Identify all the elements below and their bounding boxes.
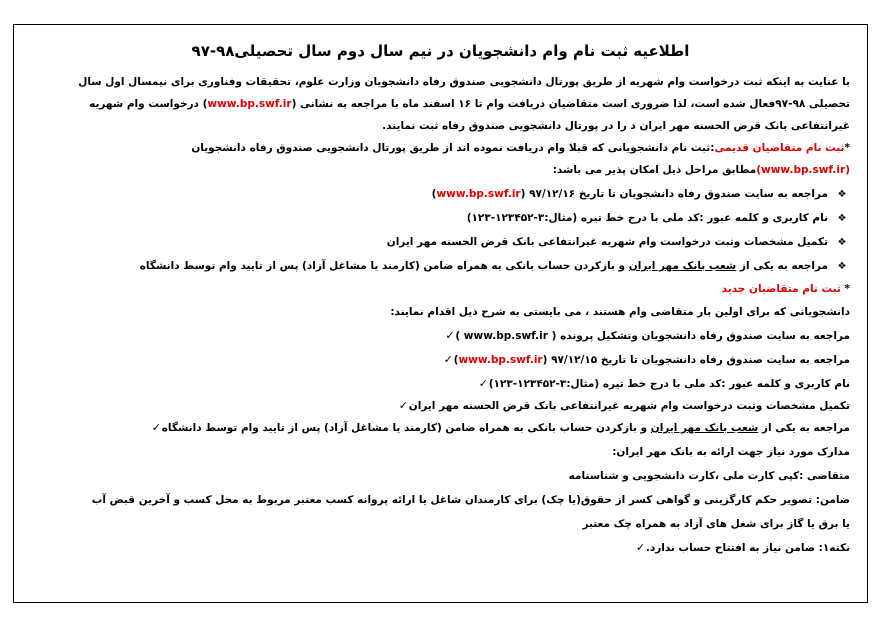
diamond-bullet-icon: ❖ — [837, 261, 847, 272]
new-section-header — [722, 282, 850, 296]
check-bullet-icon: ✓ — [635, 541, 646, 554]
docs-guarantor-line-2: یا برق یا گاز برای شغل های آزاد به همراه چک معتبر — [582, 518, 850, 530]
announcement-page — [13, 24, 868, 603]
list-item — [478, 377, 850, 391]
list-item — [398, 399, 850, 413]
intro-link[interactable]: www.bp.swf.ir — [207, 98, 292, 110]
list-item — [140, 259, 850, 274]
note-item — [635, 541, 850, 555]
old-section-header — [191, 141, 850, 155]
new-item-2-link[interactable]: www.bp.swf.ir — [458, 354, 543, 366]
old-section-star: * — [844, 142, 850, 154]
docs-heading: مدارک مورد نیاز جهت ارائه به بانک مهر ایران: — [612, 446, 850, 458]
intro-line-2-text-b: ) درخواست وام شهریه — [89, 98, 208, 110]
docs-applicant: متقاضی :کپی کارت ملی ،کارت دانشجویی و شناسنامه — [568, 470, 850, 482]
list-item — [432, 187, 850, 202]
list-item — [443, 353, 850, 367]
intro-line-2 — [89, 97, 850, 111]
list-item — [387, 235, 850, 250]
intro-line-1: با عنایت به اینکه ثبت درخواست وام شهریه از طریق پورتال دانشجویی صندوق رفاه دانشجویان وزارت علوم، تحقیقات وفناوری برای نیمسال اول سال — [78, 76, 850, 88]
page-title: اطلاعیه ثبت نام وام دانشجویان در نیم سال دوم سال تحصیلی۹۸-۹۷ — [191, 42, 690, 60]
new-section-heading: ثبت نام متقاضیان جدید — [721, 283, 845, 295]
check-bullet-icon: ✓ — [443, 353, 453, 366]
old-section-heading: ثبت نام متقاضیان قدیمی — [714, 142, 845, 154]
docs-guarantor-line-1: ضامن: تصویر حکم کارگزینی و گواهی کسر از حقوق(یا چک) برای کارمندان شاغل یا ارائه پروانه کسب معتبر مربوط به محل کسب و آخرین قبض آب — [91, 494, 850, 506]
new-item-5-text-a: مراجعه به یکی از — [758, 422, 850, 434]
diamond-bullet-icon: ❖ — [837, 237, 847, 248]
new-item-5-text-b: و بازکردن حساب بانکی به همراه ضامن (کارمند یا مشاغل آزاد) پس از تایید وام توسط دانشگاه — [161, 422, 651, 434]
check-bullet-icon: ✓ — [398, 399, 408, 412]
list-item — [445, 329, 850, 343]
new-item-3-text: نام کاربری و کلمه عبور :کد ملی با درج خط تیره (مثال:۳-۱۲۳۴۵۲-۱۲۳) — [488, 378, 850, 390]
new-section-desc: دانشجویانی که برای اولین بار متقاضی وام هستند ، می بایستی به شرح ذیل اقدام نمایند: — [390, 306, 850, 318]
old-item-4-text-a: مراجعه به یکی از — [736, 260, 828, 272]
list-item — [467, 211, 850, 226]
check-bullet-icon: ✓ — [151, 421, 161, 434]
old-section-desc: :ثبت نام دانشجویانی که قبلا وام دریافت نموده اند از طریق پورتال دانشجویی صندوق رفاه دانشجویان — [191, 142, 715, 154]
diamond-bullet-icon: ❖ — [837, 189, 847, 200]
old-section-link[interactable]: (www.bp.swf.ir) — [756, 164, 850, 176]
old-section-link-line — [553, 163, 850, 177]
old-item-1-link[interactable]: www.bp.swf.ir — [436, 188, 521, 200]
new-item-5-bank-branches: شعب بانک مهر ایران — [650, 422, 759, 434]
old-item-2-text: نام کاربری و کلمه عبور :کد ملی با درج خط تیره (مثال:۳-۱۲۳۴۵۲-۱۲۳) — [466, 212, 828, 224]
new-item-2-text-a: مراجعه به سایت صندوق رفاه دانشجویان تا تاریخ ۹۷/۱۲/۱۵ ( — [542, 354, 850, 366]
old-item-3-text: تکمیل مشخصات وثبت درخواست وام شهریه غیرانتفاعی بانک قرض الحسنه مهر ایران — [386, 236, 828, 248]
check-bullet-icon: ✓ — [445, 329, 455, 342]
old-section-link-after: مطابق مراحل ذیل امکان پذیر می باشد: — [552, 164, 757, 176]
intro-line-2-text-a: تحصیلی ۹۸-۹۷فعال شده است، لذا ضروری است متقاضیان دریافت وام تا ۱۶ اسفند ماه با مراجعه به نشانی ( — [291, 98, 850, 110]
old-item-4-text-b: و بازکردن حساب بانکی به همراه ضامن (کارمند یا مشاغل آزاد) پس از تایید وام توسط دانشگاه — [139, 260, 629, 272]
note-text: نکته۱: ضامن نیاز به افتتاح حساب ندارد. — [645, 542, 850, 554]
new-item-4-text: تکمیل مشخصات وثبت درخواست وام شهریه غیرانتفاعی بانک قرض الحسنه مهر ایران — [408, 400, 850, 412]
old-item-4-bank-branches: شعب بانک مهر ایران — [628, 260, 737, 272]
diamond-bullet-icon: ❖ — [837, 213, 847, 224]
new-item-2-text-b: ) — [453, 354, 459, 366]
check-bullet-icon: ✓ — [478, 377, 488, 390]
old-item-1-text-a: مراجعه به سایت صندوق رفاه دانشجویان تا تاریخ ۹۷/۱۲/۱۶ ( — [520, 188, 828, 200]
old-item-1-text-b: ) — [431, 188, 437, 200]
new-item-1-text: مراجعه به سایت صندوق رفاه دانشجویان وتشکیل پرونده ( www.bp.swf.ir ) — [455, 330, 850, 342]
intro-line-3: غیرانتفاعی بانک قرض الحسنه مهر ایران د را در پورتال دانشجویی صندوق رفاه ثبت نمایند. — [382, 120, 850, 132]
list-item — [151, 421, 850, 435]
new-section-star: * — [844, 283, 850, 295]
